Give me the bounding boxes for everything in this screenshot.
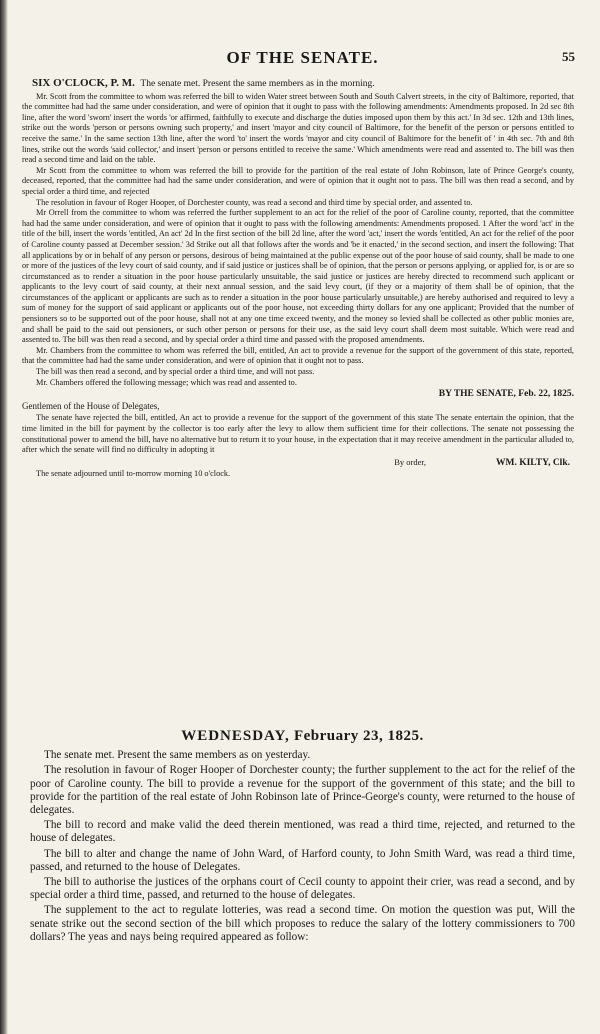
paragraph-message-offered: Mr. Chambers offered the following message; which was read and assented to. <box>36 377 297 387</box>
paragraph-revenue: Mr. Chambers from the committee to whom was referred the bill, entitled, An act to provide a revenue for the support of the government of this state, reported, that the committee had had the same under consideration, and were of opinion that it ought not to pass. <box>22 345 574 366</box>
evening-heading-rest: The senate met. Present the same members as in the morning. <box>140 79 375 89</box>
by-order: By order, <box>394 456 426 467</box>
evening-session <box>22 76 574 480</box>
paragraph-water-street: Mr. Scott from the committee to whom was referred the bill to widen Water street between South and South Calvert streets, in the city of Baltimore, reported, that the committee had had the same under consideration, and were of opinion that it ought to pass with the following amendments: Amendments proposed. In 2d sec 8th line, after the word 'sworn' insert the words 'or affirmed, faithfully to execute and discharge the duties imposed upon them by this act.' In 3d sec. 12th and 13th lines, strike out the words 'person or persons owning such property,' and insert 'mayor and city council of Baltimore, for the benefit of the person or persons entitled to receive the same.' In the same section 13th line, after the word 'to' insert the words 'mayor and city council of Baltimore for the benefit of ' in 4th sec. 7th and 8th lines, strike out the words 'said collector,' and insert 'person or persons entitled to receive the same.' Which amendments were read and assented to. The bill was then read a second time and laid on the table. <box>22 91 574 165</box>
message-salutation: Gentlemen of the House of Delegates, <box>22 400 160 411</box>
clerk-name: WM. KILTY, Clk. <box>495 457 570 468</box>
message-body: The senate have rejected the bill, entitled, An act to provide a revenue for the support of the government of this state The senate entertain the opinion, that the time limited in the bill for payment by the collector is too early after the levy to allow them sufficient time for their collections. The senate not possessing the constitutional power to amend the bill, have no alternative but to return it to your house, in the expectation that it may receive amendment in the particular alluded to, after which the senate will find no difficulty in adopting it <box>22 413 574 455</box>
page-header <box>30 48 575 70</box>
adjourn-line: The senate adjourned until to-morrow morning 10 o'clock. <box>36 469 231 479</box>
wed-paragraph-lotteries: The supplement to the act to regulate lotteries, was read a second time. On motion the question was put, Will the senate strike out the second section of the bill which proposes to reduce the salary of the lottery commissioners to 700 dollars? The yeas and nays being required appeared as follow: <box>30 904 575 943</box>
page-number: 55 <box>562 49 575 64</box>
date-heading-date: February 23, 1825. <box>293 728 424 744</box>
wed-paragraph-deed: The bill to record and make valid the deed therein mentioned, was read a third time, rejected, and returned to the house of delegates. <box>30 819 575 845</box>
paragraph-hooper: The resolution in favour of Roger Hooper, of Dorchester county, was read a second and third time by special order, and assented to. <box>36 197 473 207</box>
paragraph-robinson: Mr Scott from the committee to whom was referred the bill to provide for the partition of the real estate of John Robinson, late of Prince George's county, deceased, reported, that the committee had had the same under consideration, and were of opinion that it ought not to pass. The bill was then read a second, and by special order a third time, and rejected <box>22 165 574 196</box>
date-heading-day: WEDNESDAY, <box>181 728 290 744</box>
message-clerk-line <box>22 457 574 469</box>
wednesday-session <box>30 730 575 946</box>
paragraph-caroline-poor: Mr Orrell from the committee to whom was referred the further supplement to an act for the relief of the poor of Caroline county, reported, that the committee had had the same under consideration, and were of opinion that it ought to pass with the following amendments: Amendments proposed. 1 After the word 'act' in the title of the bill, insert the words 'entitled, An act' 2d In the first section of the bill 2d line, after the word 'act,' insert the words 'entitled, An act for the relief of the poor of Caroline county passed at December session.' 3d Strike out all that follows after the words and 'be it enacted,' in the second section, and insert the following: That all applications by or in behalf of any person or persons, desirous of being maintained at the public expense out of the poor house of said county, shall be made to one or more of the justices of the levy court of said county, and if said justice or justices shall be of opinion, that the person or persons applying, or applied for, is or are so circumstanced as to render a situation in the poor house particularly unsuitable, the said justice or justices are hereby directed to recommend such applicant or applicants to the levy court of said county, at their next annual session, and the said levy court, (if they or a majority of them shall be of opinion, that the circumstances of the applicant or applicants are such as to render a situation in the poor house particularly unsuitable,) are hereby authorised and required to levy a sum of money for the support of said applicant or applicants out of the poor house, not exceeding thirty dollars for any one applicant; Provided that the number of pensioners so to be supported out of the poor house, shall not at any one time exceed twenty, and the money so levied shall be collected as other public monies are, and shall be paid to the said out pensioners, or such other person or persons for their use, as the said levy court shall deem most suitable. Which were read and assented to. The bill was then read a second, and by special order a third time and passed with the proposed amendments. <box>22 208 574 345</box>
wed-paragraph-met: The senate met. Present the same members as on yesterday. <box>44 749 311 762</box>
wed-paragraph-returned: The resolution in favour of Roger Hooper of Dorchester county; the further supplement to the act for the relief of the poor of Caroline county. The bill to provide a revenue for the support of the government of this state; and the bill to provide for the partition of the real estate of John Robinson late of Prince-George's county, were returned to the house of delegates. <box>30 764 575 817</box>
message-signature: BY THE SENATE, Feb. 22, 1825. <box>438 389 574 400</box>
evening-heading-time: SIX O'CLOCK, P. M. <box>32 77 135 89</box>
wednesday-date-heading <box>30 730 575 743</box>
running-title: OF THE SENATE. <box>226 48 379 67</box>
page-spine-shadow <box>0 0 8 1034</box>
wed-paragraph-ward: The bill to alter and change the name of John Ward, of Harford county, to John Smith Ward, was read a third time, passed, and returned to the house of Delegates. <box>30 847 575 873</box>
paragraph-will-not-pass: The bill was then read a second, and by special order a third time, and will not pass. <box>36 367 315 377</box>
wed-paragraph-cecil: The bill to authorise the justices of the orphans court of Cecil county to appoint their crier, was read a second, and by special order a third time, passed, and returned to the house of delegates. <box>30 876 575 902</box>
evening-heading <box>32 78 574 90</box>
